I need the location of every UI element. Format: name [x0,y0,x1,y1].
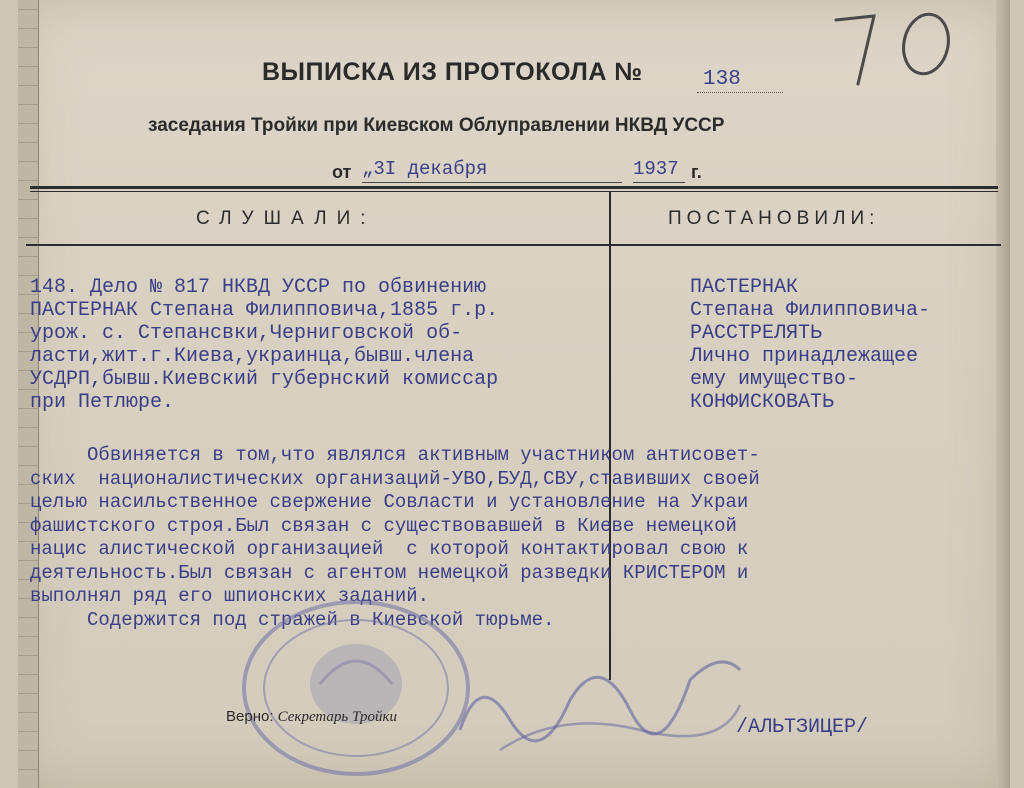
document-subtitle: заседания Тройки при Киевском Облуправлении НКВД УССР [148,115,725,136]
page-edge [996,0,1010,788]
verno-label: Верно: [226,708,274,725]
certification-line [226,708,397,726]
heard-column-header: СЛУШАЛИ: [196,208,376,229]
resolution-text: ПАСТЕРНАК Степана Филипповича- РАССТРЕЛЯТЬ Лично принадлежащее ему имущество- КОНФИСКОВАТЬ [690,276,931,414]
date-prefix: от [332,162,352,182]
header-rule-thin [30,191,998,192]
document-title: ВЫПИСКА ИЗ ПРОТОКОЛА № [262,58,643,86]
date-day-month-text: „3I декабря [362,158,488,180]
date-suffix: г. [691,162,702,182]
case-text: 148. Дело № 817 НКВД УССР по обвинению ПАСТЕРНАК Степана Филипповича,1885 г.р. урож. с. Степансвки,Черниговской об- ласти,жит.г.Киева,украинца,бывш.члена УСДРП,бывш.Киевский губернский комиссар при Петлюре. [30,276,499,414]
handwritten-signature [440,610,750,760]
protocol-number: 138 [697,68,783,93]
accusation-text: Обвиняется в том,что являлся активным участником антисовет- ских националистических организаций-УВО,БУД,СВУ,ставивших своей целью насильственное свержение Совласти и установление на Украи фашистского строя.Был связан с существовавшей в Киеве немецкой нацис алистической организацией с которой контактировал свою к деятельность.Был связан с агентом немецкой разведки КРИСТЕРОМ и выполнял ряд его шпионских заданий. Содержится под стражей в Киевской тюрьме. [30,444,760,631]
date-year: 1937 [633,158,685,183]
date-day-month [362,158,622,183]
column-header-rule [26,244,1001,246]
handwritten-page-number [828,2,968,92]
signer-name: /АЛЬТЗИЦЕР/ [736,716,869,739]
header-rule [30,186,998,189]
decided-column-header: ПОСТАНОВИЛИ: [668,208,880,229]
secretary-label: Секретарь Тройки [277,709,397,725]
